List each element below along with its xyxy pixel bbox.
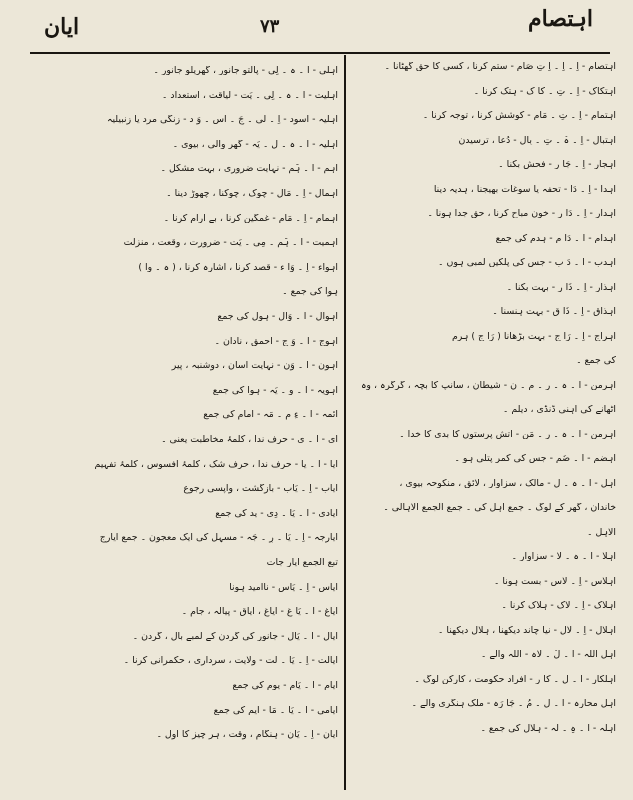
dictionary-entry-line: اہلیہ - اَ ۔ ہ ۔ لِ ۔ یَہ - گھر والی ، بیوی ۔: [172, 139, 338, 150]
dictionary-entry-line: اہوج - اَ ۔ وَ ج - احمق ، نادان ۔: [214, 336, 338, 346]
dictionary-entry-line: اہتمام - اِ ۔ تِ ۔ مَام - کوشش کرنا ، توجہ کرنا ۔: [422, 111, 616, 121]
dictionary-entry-line: تبع الجمع ایار جات: [266, 558, 338, 568]
dictionary-entry-line: اہراج - اِ ۔ رَا ج - بہت بڑھانا ( رَا ج ) ہرم: [451, 331, 616, 341]
dictionary-entry-line: اہضم - اَ ۔ ضَم - جس کی کمر پتلی ہو ۔: [454, 454, 616, 464]
dictionary-entry-line: اہلاس - اِ ۔ لاس - بست ہونا ۔: [493, 576, 616, 586]
dictionary-entry-line: اہمال - اِ ۔ مَال - چوک ، چوکنا ، چھوڑ دینا ۔: [166, 189, 338, 199]
dictionary-entry-line: اہدب - اَ ۔ دَ ب - جس کی پلکیں لمبی ہوں ۔: [438, 258, 616, 268]
dictionary-entry-line: اہلی - اَ ۔ ہ ۔ لِی - پالتو جانور ، گھریلو جانور ۔: [153, 66, 338, 76]
dictionary-entry-line: ایامی - اَ ۔ یَا ۔ مَا - ایم کی جمع: [213, 705, 338, 715]
dictionary-entry-line: خاندان ، گھر کے لوگ ۔ جمع اہل کی ۔ جمع الجمع الاہالی ۔: [383, 503, 616, 513]
header-rule: [30, 52, 610, 54]
dictionary-entry-line: اہوال - اَ ۔ وَال - ہول کی جمع: [217, 312, 338, 322]
dictionary-entry-line: اہل اللہ - اَ ۔ لُ ۔ لاہ - اللہ والے ۔: [480, 650, 616, 660]
dictionary-entry-line: اہل محارہ - اَ ۔ لِ ۔ مُ ۔ جَا رَہ - ملک ہنگری والے ۔: [411, 699, 616, 709]
dictionary-entry-line: اہلیت - اَ ۔ ہ ۔ لِی ۔ یَت - لیاقت ، استعداد ۔: [161, 90, 338, 100]
column-divider: [344, 55, 346, 790]
dictionary-entry-line: اہرمن - اَ ۔ ہ ۔ رِ ۔ مَن - آتش پرستوں کا بدی کا خدا ۔: [399, 429, 616, 439]
dictionary-entry-line: الاہل ۔: [586, 527, 616, 537]
dictionary-entry-line: اہلا - اَ ۔ ہ ۔ لا - سزاوار ۔: [511, 552, 616, 562]
dictionary-entry-line: ایال - اَ ۔ یَال - جانور کی گردن کے لمبے بال ، گردن ۔: [132, 631, 338, 642]
dictionary-entry-line: اہتبال - اِ ۔ ہْ ۔ تِ ۔ بِال - دُعا ، ترسیدن: [458, 135, 616, 145]
dictionary-entry-line: اہمام - اِ ۔ مَام - غمگین کرنا ، بے آرام کرنا ۔: [163, 213, 338, 223]
page-header: [0, 0, 633, 56]
dictionary-entry-line: ہوا کی جمع ۔: [282, 287, 338, 297]
dictionary-entry-line: اہلکار - اَ ۔ لِ ۔ کَا ر - افراد حکومت ، کارکن لوگ ۔: [414, 674, 616, 684]
dictionary-entry-line: ایاب - اِ ۔ یَاب - بازگشت ، واپسی رجوع: [183, 484, 338, 494]
dictionary-entry-line: اہلاک - اِ ۔ لاک - ہلاک کرنا ۔: [501, 601, 616, 611]
dictionary-entry-line: اہدا - اِ ۔ دَا - تحفہ یا سوغات بھیجنا ، ہدیہ دینا: [433, 184, 616, 194]
dictionary-entry-line: اہل - اَ ۔ ہ ۔ ل - مالک ، سزاوار ، لائق ، منکوحہ بیوی ،: [399, 478, 616, 488]
dictionary-entry-line: ایالت - اِ ۔ یَا ۔ لَت - ولایت ، سرداری ، حکمرانی کرنا ۔: [123, 656, 338, 666]
dictionary-entry-line: ای - اَ ۔ ی - حرف ندا ، کلمۂ مخاطبت یعنی ۔: [161, 435, 338, 445]
dictionary-entry-line: اہرمن - اَ ۔ ہ ۔ رِ ۔ م ۔ ن - شیطان ، سانپ کا بچہ ، گرگرہ ، وہ: [360, 380, 616, 390]
dictionary-entry-line: اہون - اَ ۔ وَن - نہایت آسان ، دوشنبہ ، پیر: [171, 361, 338, 371]
dictionary-entry-line: اہواء - اِ ۔ وَا ء - قصد کرنا ، اشارہ کرنا ، ( ہ ۔ وا ): [138, 262, 338, 273]
dictionary-entry-line: ایاس - اِ ۔ یَاس - ناامید ہونا: [229, 582, 338, 592]
header-right-title: اہتصام: [527, 6, 593, 32]
dictionary-entry-line: اہلیہ - اسود - اِ ۔ لَی ۔ جَ ۔ آس ۔ وَ د - زنگی مرد یا زنبیلیہ: [106, 115, 338, 125]
header-left-title: ایان: [44, 14, 80, 40]
dictionary-entry-line: ایام - اَ ۔ یَام - یوم کی جمع: [232, 681, 338, 691]
dictionary-entry-line: اہدار - اِ ۔ دَا ر - خون مباح کرنا ، حق جدا ہونا ۔: [427, 209, 616, 219]
dictionary-entry-line: ایارجہ - اِ ۔ یَا ۔ رِ ۔ جَہ - مسہل کی ایک معجون ۔ جمع ایارج: [99, 533, 338, 543]
dictionary-entry-line: ائمہ - اَ ۔ ءِ م ۔ مَہ - امام کی جمع: [203, 410, 338, 420]
dictionary-entry-line: اہذاق - اِ ۔ ذَا ق - بہت ہنسنا ۔: [492, 307, 616, 317]
dictionary-entry-line: اہتکاک - اِ ۔ تِ ۔ کا ک - ہتک کرنا ۔: [473, 86, 616, 96]
dictionary-entry-line: اہویہ - اَ ۔ وِ ۔ یَہ - ہوا کی جمع: [212, 385, 338, 396]
dictionary-entry-line: اہمیت - اَ ۔ ہَم ۔ مِی ۔ یَت - ضرورت ، وقعت ، منزلت: [123, 238, 338, 248]
dictionary-entry-line: اٹھانے کی آہنی ڈنڈی ، دیلم ۔: [502, 405, 616, 415]
page-number: ۷۳: [260, 16, 280, 37]
dictionary-entry-line: کی جمع ۔: [576, 356, 616, 366]
dictionary-entry-line: ایا - اَ ۔ یا - حرف ندا ، حرف شک ، کلمۂ افسوس ، کلمۂ تفہیم: [94, 459, 338, 469]
dictionary-entry-line: اہذار - اِ ۔ ذَا ر - بہت بکنا ۔: [506, 282, 616, 292]
dictionary-entry-line: اہلہ - اَ ۔ ہِ ۔ لَہ - ہلال کی جمع ۔: [480, 723, 616, 733]
dictionary-entry-line: ایادی - اَ ۔ یَا ۔ دِی - ید کی جمع: [215, 508, 338, 519]
dictionary-entry-line: اہجار - اِ ۔ جَا ر - فحش بکنا ۔: [498, 160, 616, 170]
dictionary-entry-line: ایاغ - اَ ۔ یَا غ - ایاغ ، ایاق - پیالہ ، جام ۔: [181, 607, 338, 617]
dictionary-entry-line: اہلال - اِ ۔ لال - نیا چاند دیکھنا ، ہلال دیکھنا ۔: [437, 625, 616, 635]
dictionary-entry-line: اہدام - اَ ۔ دَا م - ہدم کی جمع: [495, 233, 616, 243]
dictionary-entry-line: اہم - اَ ۔ ہَم - نہایت ضروری ، بہت مشکل ۔: [160, 164, 338, 174]
dictionary-entry-line: اہتصام - اِ ۔ اِ ۔ اِ تِ صَام - ستم کرنا ، کسی کا حق گھٹانا ۔: [384, 62, 616, 72]
dictionary-entry-line: ایان - اِ ۔ یَان - ہنگام ، وقت ، ہر چیز کا اول ۔: [156, 730, 338, 740]
